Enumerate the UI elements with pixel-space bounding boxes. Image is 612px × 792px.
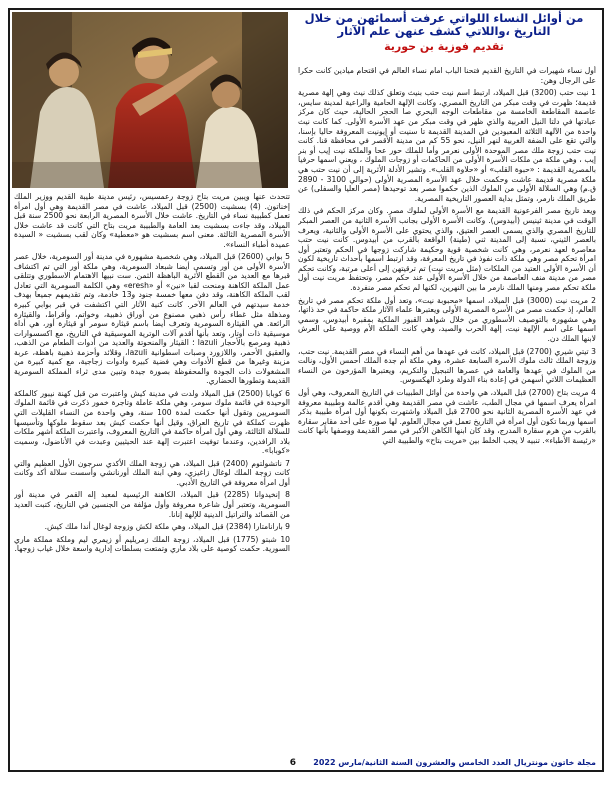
paragraph: تتحدث عنها ويبين مريت بتاح زوجة رعمسيس، رئيس مدينة طيبة القديم ووزير الملك إخناتون. (4) بسشيت (2500) قبل الميلاد، عاشت في مصر القديمة وهي أول امرأة تعمل كطبيبة نساء في التاريخ. عاشت خلال الأسرة المصرية الرابعة نحو 2500 سنة قبل الميلاد، وقد جاءت بسشيت بعد العامة والطبيبة مريت بتاح التي كانت قد عاشت خلال الأسرة المصرية الثالثة. معنى اسم بسشيت هو «معطية» وكان لقب بسشيت « السيدة عميدة أطباء النساء».: [14, 192, 290, 249]
paragraph: 4 مريت بتاح (2700) قبل الميلاد، هي واحدة من أوائل الطبيبات في التاريخ المعروف، وهي أول امرأة يعرف اسمها في مجال الطب، عاشت في مصر القديمة وهي أقدم عالمة وطبيبة معروفة في عهد الأسرة المصرية الثانية نحو 2700 قبل الميلاد واشتهرت بكونها أول امرأة طبيبة بذكر اسمها وربما تكون أول امرأة في التاريخ تعمل في مجال العلوم. لها صورة على أحد مقابر سقارة بالقرب من هرم سقارة المدرج، وقد كان ابنها الكاهن الأكبر في مصر القديمة ووصفها بأنها كانت «رئيسة الأطباء». تنبيه لا يجب الخلط بين «مريت بتاح» والطبيبة التي: [298, 388, 596, 445]
article-title: من أوائل النساء اللواتي عرفت أسمائهن من خلال التاريخ ،واللاتي كشف عنهن علم الآثار: [304, 11, 584, 38]
paragraph: 10 شبتو (1775) قبل الميلاد، زوجة الملك زمريليم أو زيمري ليم وملكة مملكة ماري السورية. حكمت كوصية على بلاد ماري وتمتعت بسلطات إدارية واسعة خلال غياب زوجها.: [14, 534, 290, 554]
paragraph: 1 نيت حتب (3200) قبل الميلاد، ارتبط اسم نيت حتب بنيث وتعلق كذلك نيث وهي إلهة مصرية قديمة؛ ظهرت في وقت مبكر من التاريخ المصري، وكانت الإلهة الحامية والراعية لمدينة سايس، عاصمة المقاطعة الخامسة من مقاطعات الوجه البحري صا الحجر الحالية، حيث كان مركز عبادتها في دلتا النيل الغربية والذي ظهر في وقت مبكر من عهد الأسرة الأولى. كما كانت نيث واحدة من الآلهة الثلاثة المعبودين في المدينة القديمة تا سنيت أو إيونيت المعروفة حاليا بإسنا، والتي تقع على الضفة الغربية لنهر النيل، نحو 55 كم من مدينة الأقصر في محافظة قنا. كانت نيت حتب زوجة ملك مصر الموحدة الأولى نعرمر وأما للملك حور عحا والملكة نيت إيب أو بنر إيب ، وهي ملكة من ملكات الأسرة الأولى من الحاكمات أو زوجات الملوك ، ويعني اسمها حرفيا بالمصرية القديمة : «حبوة القلب» أو «حلاوة القلب». وتشير الأدلة الأثرية إلى أن نيت حتب هي ملكة مصرية قديمة عاشت وحكمت خلال عهد الأسرة المصرية الأولى (حوالي 3100 - 2890 ق.م) وهي السلالة الأولى من الملوك الذين حكموا مصر بعد توحيدها (مصر العليا والسفلى) عن طريق الملك نارمر، وتمثل بداية العصور التاريخية المصرية.: [298, 88, 596, 203]
paragraph: 6 كوبابا (2500) قبل الميلاد ولدت في مدينة كيش واعتبرت من قبل كهنة نيبور كالملكة الوحيدة في قائمة ملوك سومر، وهي ملكة عاملة وتاجرة خمور ذكرت في قائمة الملوك السومريين وتقول أنها حكمت لمدة 100 سنة، وهي واحدة من النساء القليلات التي ظهرت كملكة في تاريخ العراق، وقيل أنها حكمت كيش بعد سقوط ملوكها وتأسيسها للسلالة الثالثة، وهي أول امرأة حاكمة في التاريخ المعروف، واعتبرت الملكة أشهر ملكات بلاد الرافدين، وعندما توفيت اعتبرت إلهة عند الحيثيين وعبدت في الأناضول، وسميت «كوبابا».: [14, 388, 290, 456]
text-column-right: [298, 66, 596, 708]
article-painting: [12, 12, 288, 188]
page-footer: [10, 756, 602, 770]
article-byline: تقديم فوزية بن حورية: [384, 40, 504, 53]
paragraph: 9 بارانامتارا (2384) قبل الميلاد، وهي ملكة لكش وزوجة لوغال أندا ملك كيش.: [44, 522, 290, 532]
paragraph: أول نساء شهيرات في التاريخ القديم فتحنا الباب امام نساء العالم في اقتحام ميادين كانت حكرا على الرجال وهن:: [298, 66, 596, 85]
page-number: 6: [289, 758, 296, 768]
paragraph: ويعد تاريخ مصر الفرعونية القديمة مع الأسرة الأولى لملوك مصر. وكان مركز الحكم في ذلك الوقت في مدينة ثينيس (أبيدوس). وكانت الأسرة الأولى بجانب الأسرة الثانية من العصر المبكر للتاريخ المصري والذي يسمى العصر العتيق، والذي يحتوي على الأسرة الأولى والثانية، ويعرف بالعصر الثيني، نسبة إلى المدينة ثني (طينة) الواقعة بالقرب من أبيدوس. كانت نيت حتب معاصرة لعهد نعرمر، وهي كانت شخصية قوية وحكيمة شاركت زوجها في الحكم وتعتبر أول امرأة تحكم مصر وهي ملكة ذات نفوذ في تاريخ المعرفة، وقد ارتبط اسمها بأحداث تاريخية لكون أن الأسرة الأولى العتيد من الملكات (مثل مريت نيت) تم ترقيتهن إلى أعلى مرتبة، وكانت تحكم مصر من مدينة منف العاصمة من خلال الأسرة الأولى عند حكم مصر، وتحتفظ مريت نيت أول ملكة تحكم مصر ومنها الملك نارمر ما بين النهرين، لكنها لم تحكم مصر منفردة.: [298, 206, 596, 293]
text-column-left: [14, 192, 290, 754]
paragraph: 7 ناتشولتوم (2400) قبل الميلاد، هي زوجة الملك الأكدي سرجون الأول العظيم والتي كانت زوجة الملك لوغال زاغيزي، وهي ابنة الملك أورنانشي وأسست سلالة أكد وكانت أول امرأة معروفة في التاريخ الأدبي.: [14, 458, 290, 487]
article-header: [294, 12, 594, 62]
paragraph: 2 مريت نيت (3000) قبل الميلاد، اسمها «محبوبة نيت»، وتعد أول ملكة تحكم مصر في تاريخ العالم، إذ حكمت مصر من الأسرة المصرية الأولى ويعتبرها علماء الآثار ملكة حاكمة في حد ذاتها، وهي مشهورة بالتوصيف الأسطوري من خلال شواهد القبور الملكية بمقبرة أبيدوس، وسمي اسمها على اسم الإلهة نيت، إلهة الحرب والصيد، وهي كانت الملكة الأم ووصية على العرش لابنها الملك دن.: [298, 295, 596, 344]
magazine-issue-line: مجلة خاتون مونتريال العدد الخامس والعشرون السنة الثانية/مارس 2022: [313, 758, 596, 767]
paragraph: 5 بوابي (2600) قبل الميلاد، وهي شخصية مشهورة في مدينة أور السومرية، خلال عصر الأسرة الأولى من أور وتسمى أيضا شبعاد السومرية، وهي ملكة أور التي تم اكتشاف قبرها مع العديد من القطع الأثرية الباهظة الثمن. ست نبيها الاهتمام الاسطوري وتتلقى عمل الملكة الكاهنة ومنحت لقبا «نين» أو «eresh» وهي الكلمة السومرية التي تعادل لقب الملكة الكاهنة، وقد دفن معها خمسة جنود و13 خادمة، وتم تقديمهم جميعا بهدف خدمة سيدتهم في العالم الآخر. كانت كنية الآثار التي اكتشفت في قبر بوابي كبيرة ومذهلة مثل غطاء رأس ذهبي مصنوع من أوراق ذهبية، وخواتم، وأقراط، والقيثارة الرائعة. هي القيثارة السومرية وتعرف أيضا باسم قيثارة سومر أو قيثارة أور، هي أداة موسيقية ذات أوتار، وتعد بأنها أقدم آلات الوترية الموسيقية في التاريخ، مع اكسسوارات ذهبية ومرصع بالأحجار lazuli ؛ القيثار والمنحوتة والعديد من أدوات الطعام من الذهب، والعقيق الأحمر، واللازورد وصبات اسطوانية lazuli، وقلائد وأحزمة ذهبية باهظة، عربة مزينة وغيرها من قطع الأدوات وهي فضية كبيرة وأدوات زجاجية، مع كمية كبيرة من المشغولات ذات الجودة والمحفوظة بصورة جيدة وتبين مدى ثراء المملكة السومرية القديمة وتطورها الحضاري.: [14, 252, 290, 386]
paragraph: 8 إنخيدوانا (2285) قبل الميلاد، الكاهنة الرئيسية لمعبد إله القمر في مدينة أور السومرية، وتعتبر أول شاعرة معروفة وأول مؤلفة من الجنسين في التاريخ، كتبت العديد من القصائد والتراتيل الدينية للإلهة إنانا.: [14, 490, 290, 519]
paragraph: 3 تيتي شيري (2700) قبل الميلاد، كانت في عهدها من أهم النساء في مصر القديمة. نيت حتب، وزوجة الملك ثالث ملوك الأسرة السابعة عشرة، وهي ملكة أم جدة الملك أحمس الأول، ونالت من الملوك في عهدها والعامة في عصرها التبجيل والتكريم، ويعتبرها المؤرخون من النساء العظيمات اللاتي أسهمن في إعادة بناء الدولة وطرد الهكسوس.: [298, 346, 596, 385]
